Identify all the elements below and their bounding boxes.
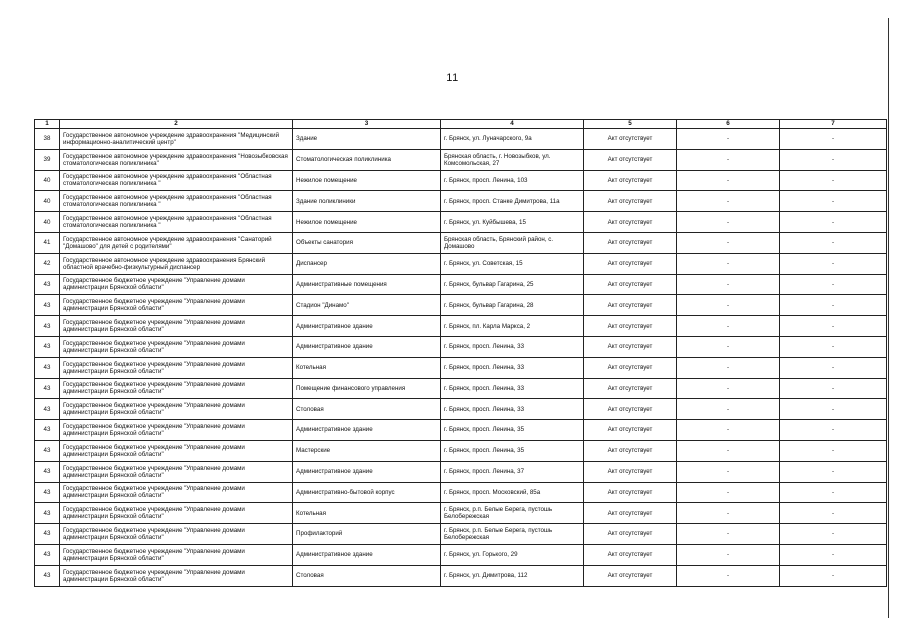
cell-column-6: - — [677, 461, 780, 482]
cell-object: Мастерские — [293, 440, 441, 461]
table-row — [35, 482, 887, 503]
cell-act-status: Акт отсутствует — [584, 357, 677, 378]
cell-act-status: Акт отсутствует — [584, 274, 677, 295]
cell-address: г. Брянск, ул. Куйбышева, 15 — [441, 212, 584, 233]
cell-act-status: Акт отсутствует — [584, 149, 677, 170]
cell-address: г. Брянск, просп. Станке Димитрова, 11а — [441, 191, 584, 212]
cell-column-6: - — [677, 149, 780, 170]
cell-organization: Государственное бюджетное учреждение "Управление домами администрации Брянской области" — [60, 399, 293, 420]
cell-organization: Государственное автономное учреждение здравоохранения "Новозыбковская стоматологическая поликлиника" — [60, 149, 293, 170]
cell-column-7: - — [780, 399, 887, 420]
cell-address: г. Брянск, просп. Ленина, 33 — [441, 357, 584, 378]
cell-number: 39 — [35, 149, 60, 170]
table-header — [35, 120, 887, 129]
cell-object: Здание поликлиники — [293, 191, 441, 212]
cell-address: г. Брянск, ул. Луначарского, 9а — [441, 129, 584, 150]
cell-number: 43 — [35, 295, 60, 316]
cell-organization: Государственное бюджетное учреждение "Управление домами администрации Брянской области" — [60, 544, 293, 565]
table-row — [35, 149, 887, 170]
cell-organization: Государственное бюджетное учреждение "Управление домами администрации Брянской области" — [60, 274, 293, 295]
cell-organization: Государственное бюджетное учреждение "Управление домами администрации Брянской области" — [60, 482, 293, 503]
cell-address: г. Брянск, просп. Ленина, 35 — [441, 420, 584, 441]
cell-act-status: Акт отсутствует — [584, 253, 677, 274]
table-row — [35, 191, 887, 212]
cell-column-7: - — [780, 170, 887, 191]
cell-address: г. Брянск, просп. Ленина, 103 — [441, 170, 584, 191]
cell-column-6: - — [677, 357, 780, 378]
cell-column-6: - — [677, 170, 780, 191]
cell-column-7: - — [780, 544, 887, 565]
cell-object: Нежилое помещение — [293, 212, 441, 233]
table-row — [35, 544, 887, 565]
cell-act-status: Акт отсутствует — [584, 295, 677, 316]
cell-act-status: Акт отсутствует — [584, 503, 677, 524]
cell-act-status: Акт отсутствует — [584, 565, 677, 586]
table-row — [35, 440, 887, 461]
cell-column-7: - — [780, 274, 887, 295]
cell-number: 43 — [35, 399, 60, 420]
cell-organization: Государственное бюджетное учреждение "Управление домами администрации Брянской области" — [60, 461, 293, 482]
cell-column-6: - — [677, 565, 780, 586]
cell-column-6: - — [677, 503, 780, 524]
cell-column-6: - — [677, 253, 780, 274]
cell-column-6: - — [677, 274, 780, 295]
cell-column-7: - — [780, 232, 887, 253]
table-body — [35, 129, 887, 587]
cell-address: г. Брянск, просп. Ленина, 33 — [441, 336, 584, 357]
cell-organization: Государственное автономное учреждение здравоохранения "Областная стоматологическая поликлиника " — [60, 191, 293, 212]
cell-number: 40 — [35, 170, 60, 191]
cell-act-status: Акт отсутствует — [584, 482, 677, 503]
cell-number: 38 — [35, 129, 60, 150]
page-edge-rule — [888, 18, 889, 618]
table-row — [35, 336, 887, 357]
cell-object: Диспансер — [293, 253, 441, 274]
cell-address: г. Брянск, ул. Горького, 29 — [441, 544, 584, 565]
registry-table — [34, 119, 887, 587]
col-header-2: 2 — [60, 120, 293, 129]
cell-number: 43 — [35, 440, 60, 461]
cell-column-7: - — [780, 253, 887, 274]
col-header-7: 7 — [780, 120, 887, 129]
cell-organization: Государственное бюджетное учреждение "Управление домами администрации Брянской области" — [60, 440, 293, 461]
cell-column-6: - — [677, 544, 780, 565]
cell-column-7: - — [780, 440, 887, 461]
cell-number: 43 — [35, 378, 60, 399]
cell-act-status: Акт отсутствует — [584, 378, 677, 399]
cell-number: 43 — [35, 524, 60, 545]
cell-column-7: - — [780, 295, 887, 316]
cell-number: 43 — [35, 565, 60, 586]
cell-object: Помещение финансового управления — [293, 378, 441, 399]
cell-act-status: Акт отсутствует — [584, 316, 677, 337]
cell-column-7: - — [780, 191, 887, 212]
cell-column-7: - — [780, 524, 887, 545]
cell-number: 43 — [35, 274, 60, 295]
cell-number: 41 — [35, 232, 60, 253]
cell-address: г. Брянск, бульвар Гагарина, 28 — [441, 295, 584, 316]
cell-address: Брянская область, г. Новозыбков, ул. Комсомольская, 27 — [441, 149, 584, 170]
table-row — [35, 129, 887, 150]
cell-address: г. Брянск, просп. Ленина, 33 — [441, 399, 584, 420]
cell-address: г. Брянск, просп. Ленина, 37 — [441, 461, 584, 482]
cell-column-6: - — [677, 524, 780, 545]
cell-column-6: - — [677, 295, 780, 316]
cell-number: 40 — [35, 212, 60, 233]
cell-act-status: Акт отсутствует — [584, 461, 677, 482]
cell-column-7: - — [780, 336, 887, 357]
table-row — [35, 295, 887, 316]
cell-object: Административное здание — [293, 420, 441, 441]
cell-number: 43 — [35, 357, 60, 378]
cell-object: Нежилое помещение — [293, 170, 441, 191]
cell-object: Профилакторий — [293, 524, 441, 545]
cell-column-7: - — [780, 482, 887, 503]
cell-organization: Государственное бюджетное учреждение "Управление домами администрации Брянской области" — [60, 316, 293, 337]
cell-address: г. Брянск, просп. Ленина, 33 — [441, 378, 584, 399]
cell-column-7: - — [780, 565, 887, 586]
cell-organization: Государственное автономное учреждение здравоохранения "Областная стоматологическая поликлиника " — [60, 212, 293, 233]
table-row — [35, 316, 887, 337]
col-header-3: 3 — [293, 120, 441, 129]
table-row — [35, 232, 887, 253]
table-row — [35, 399, 887, 420]
cell-act-status: Акт отсутствует — [584, 336, 677, 357]
cell-object: Административное здание — [293, 544, 441, 565]
cell-number: 43 — [35, 420, 60, 441]
table-row — [35, 212, 887, 233]
cell-organization: Государственное бюджетное учреждение "Управление домами администрации Брянской области" — [60, 420, 293, 441]
col-header-4: 4 — [441, 120, 584, 129]
cell-act-status: Акт отсутствует — [584, 524, 677, 545]
cell-column-6: - — [677, 336, 780, 357]
table-row — [35, 357, 887, 378]
cell-column-7: - — [780, 378, 887, 399]
cell-number: 43 — [35, 503, 60, 524]
cell-act-status: Акт отсутствует — [584, 544, 677, 565]
cell-address: г. Брянск, просп. Московский, 85а — [441, 482, 584, 503]
cell-column-7: - — [780, 357, 887, 378]
cell-organization: Государственное бюджетное учреждение "Управление домами администрации Брянской области" — [60, 357, 293, 378]
cell-act-status: Акт отсутствует — [584, 212, 677, 233]
cell-organization: Государственное бюджетное учреждение "Управление домами администрации Брянской области" — [60, 378, 293, 399]
cell-act-status: Акт отсутствует — [584, 170, 677, 191]
cell-number: 43 — [35, 336, 60, 357]
cell-object: Административное здание — [293, 316, 441, 337]
cell-object: Здание — [293, 129, 441, 150]
cell-column-7: - — [780, 316, 887, 337]
table-row — [35, 461, 887, 482]
cell-column-6: - — [677, 232, 780, 253]
cell-number: 43 — [35, 461, 60, 482]
cell-address: г. Брянск, р.п. Белые Берега, пустошь Белобережская — [441, 503, 584, 524]
cell-object: Котельная — [293, 357, 441, 378]
col-header-6: 6 — [677, 120, 780, 129]
table-row — [35, 420, 887, 441]
cell-number: 42 — [35, 253, 60, 274]
cell-column-7: - — [780, 149, 887, 170]
cell-column-6: - — [677, 440, 780, 461]
cell-address: Брянская область, Брянский район, с. Домашово — [441, 232, 584, 253]
cell-number: 43 — [35, 316, 60, 337]
table-row — [35, 524, 887, 545]
cell-address: г. Брянск, просп. Ленина, 35 — [441, 440, 584, 461]
cell-number: 40 — [35, 191, 60, 212]
table-row — [35, 274, 887, 295]
col-header-5: 5 — [584, 120, 677, 129]
header-row — [35, 120, 887, 129]
cell-act-status: Акт отсутствует — [584, 129, 677, 150]
cell-object: Административно-бытовой корпус — [293, 482, 441, 503]
cell-column-7: - — [780, 461, 887, 482]
cell-object: Столовая — [293, 565, 441, 586]
cell-column-6: - — [677, 316, 780, 337]
cell-column-6: - — [677, 482, 780, 503]
cell-organization: Государственное автономное учреждение здравоохранения "Областная стоматологическая поликлиника " — [60, 170, 293, 191]
table-row — [35, 170, 887, 191]
cell-column-6: - — [677, 212, 780, 233]
cell-column-7: - — [780, 503, 887, 524]
cell-act-status: Акт отсутствует — [584, 440, 677, 461]
cell-address: г. Брянск, бульвар Гагарина, 25 — [441, 274, 584, 295]
cell-object: Столовая — [293, 399, 441, 420]
cell-number: 43 — [35, 482, 60, 503]
table-row — [35, 503, 887, 524]
cell-object: Административное здание — [293, 461, 441, 482]
col-header-1: 1 — [35, 120, 60, 129]
cell-act-status: Акт отсутствует — [584, 191, 677, 212]
cell-organization: Государственное автономное учреждение здравоохранения "Медицинский информационно-аналитический центр" — [60, 129, 293, 150]
cell-column-6: - — [677, 420, 780, 441]
cell-address: г. Брянск, ул. Димитрова, 112 — [441, 565, 584, 586]
table-row — [35, 565, 887, 586]
cell-object: Административное здание — [293, 336, 441, 357]
cell-organization: Государственное бюджетное учреждение "Управление домами администрации Брянской области" — [60, 295, 293, 316]
table-row — [35, 378, 887, 399]
cell-act-status: Акт отсутствует — [584, 399, 677, 420]
cell-organization: Государственное бюджетное учреждение "Управление домами администрации Брянской области" — [60, 503, 293, 524]
cell-organization: Государственное бюджетное учреждение "Управление домами администрации Брянской области" — [60, 336, 293, 357]
cell-address: г. Брянск, пл. Карла Маркса, 2 — [441, 316, 584, 337]
table-row — [35, 253, 887, 274]
cell-object: Котельная — [293, 503, 441, 524]
cell-number: 43 — [35, 544, 60, 565]
cell-address: г. Брянск, р.п. Белые Берега, пустошь Белобережская — [441, 524, 584, 545]
cell-column-7: - — [780, 129, 887, 150]
cell-organization: Государственное автономное учреждение здравоохранения "Санаторий "Домашово" для детей с родителями" — [60, 232, 293, 253]
page-number: 11 — [446, 72, 459, 84]
cell-column-6: - — [677, 399, 780, 420]
cell-organization: Государственное бюджетное учреждение "Управление домами администрации Брянской области" — [60, 565, 293, 586]
cell-column-6: - — [677, 129, 780, 150]
cell-act-status: Акт отсутствует — [584, 232, 677, 253]
cell-organization: Государственное бюджетное учреждение "Управление домами администрации Брянской области" — [60, 524, 293, 545]
cell-column-6: - — [677, 378, 780, 399]
cell-column-6: - — [677, 191, 780, 212]
cell-object: Административные помещения — [293, 274, 441, 295]
cell-object: Объекты санатория — [293, 232, 441, 253]
cell-organization: Государственное автономное учреждение здравоохранения Брянский областной врачебно-физкультурный диспансер — [60, 253, 293, 274]
cell-address: г. Брянск, ул. Советская, 15 — [441, 253, 584, 274]
cell-column-7: - — [780, 420, 887, 441]
cell-object: Стадион "Динамо" — [293, 295, 441, 316]
cell-object: Стоматологическая поликлиника — [293, 149, 441, 170]
cell-column-7: - — [780, 212, 887, 233]
cell-act-status: Акт отсутствует — [584, 420, 677, 441]
